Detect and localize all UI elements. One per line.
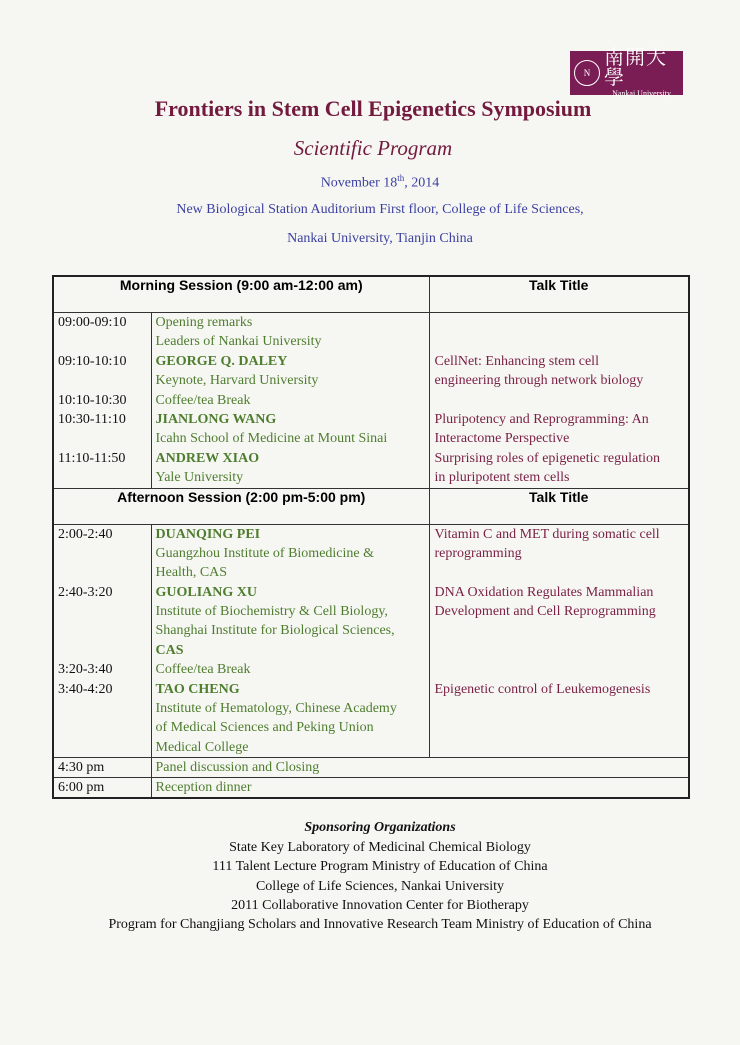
program-line: Guangzhou Institute of Biomedicine & bbox=[155, 545, 375, 561]
program-line bbox=[54, 332, 151, 351]
sponsor-org: 111 Talent Lecture Program Ministry of Education of China bbox=[212, 859, 548, 875]
date-suffix: th bbox=[397, 173, 405, 183]
program-line: DNA Oxidation Regulates Mammalian bbox=[434, 584, 654, 600]
afternoon-session-header: Afternoon Session (2:00 pm-5:00 pm) bbox=[53, 488, 429, 524]
program-line: Health, CAS bbox=[155, 565, 228, 581]
afternoon-times-cell bbox=[53, 524, 151, 758]
closing-row bbox=[53, 758, 689, 778]
program-line: Medical College bbox=[155, 739, 249, 755]
program-line bbox=[430, 313, 689, 332]
program-line bbox=[54, 602, 151, 621]
program-line: Coffee/tea Break bbox=[155, 662, 251, 678]
program-line bbox=[54, 563, 151, 582]
program-line: Interactome Perspective bbox=[434, 431, 570, 447]
program-subtitle: Scientific Program bbox=[293, 136, 453, 160]
reception-time: 6:00 pm bbox=[53, 778, 151, 799]
afternoon-talk-title-header: Talk Title bbox=[429, 488, 689, 524]
reception-event: Reception dinner bbox=[151, 778, 689, 799]
program-line: 2:40-3:20 bbox=[58, 584, 113, 600]
program-line bbox=[54, 738, 151, 757]
program-line: DUANQING PEI bbox=[155, 526, 261, 542]
program-line bbox=[54, 371, 151, 390]
morning-header-row bbox=[53, 276, 689, 313]
program-line: GEORGE Q. DALEY bbox=[155, 353, 288, 369]
sponsor-org: State Key Laboratory of Medicinal Chemical Biology bbox=[229, 840, 531, 855]
program-line bbox=[54, 621, 151, 640]
program-line bbox=[430, 391, 689, 410]
morning-talks bbox=[430, 313, 689, 488]
program-line: of Medical Sciences and Peking Union bbox=[155, 720, 374, 736]
program-line: engineering through network biology bbox=[434, 373, 644, 389]
morning-talk-title-header: Talk Title bbox=[429, 276, 689, 313]
program-line: in pluripotent stem cells bbox=[434, 470, 570, 486]
program-line: Pluripotency and Reprogramming: An bbox=[434, 411, 649, 427]
afternoon-speakers bbox=[152, 525, 429, 758]
program-line: 09:00-09:10 bbox=[58, 315, 127, 330]
morning-session-body bbox=[53, 313, 689, 489]
morning-times-cell bbox=[53, 313, 151, 489]
afternoon-speakers-cell bbox=[151, 524, 429, 758]
program-line bbox=[430, 641, 689, 660]
program-line bbox=[54, 641, 151, 660]
program-line bbox=[430, 621, 689, 640]
date-main: November 18 bbox=[320, 175, 398, 191]
venue-line-1: New Biological Station Auditorium First floor, College of Life Sciences, bbox=[176, 202, 584, 217]
program-line: 3:20-3:40 bbox=[58, 662, 113, 678]
program-line: ANDREW XIAO bbox=[155, 450, 260, 466]
sponsor-org: 2011 Collaborative Innovation Center for Biotherapy bbox=[231, 897, 529, 913]
program-line: 09:10-10:10 bbox=[58, 353, 127, 369]
program-line: Institute of Biochemistry & Cell Biology, bbox=[155, 604, 388, 620]
afternoon-times bbox=[54, 525, 151, 758]
closing-event: Panel discussion and Closing bbox=[151, 758, 689, 778]
program-table bbox=[52, 275, 690, 799]
program-line: Icahn School of Medicine at Mount Sinai bbox=[155, 431, 388, 447]
program-line: Shanghai Institute for Biological Sciences, bbox=[155, 623, 395, 639]
closing-time: 4:30 pm bbox=[53, 758, 151, 778]
program-line: TAO CHENG bbox=[155, 681, 240, 697]
sponsoring-organizations bbox=[0, 818, 740, 934]
logo-chinese-name: 南開大學 bbox=[604, 47, 667, 89]
program-line: 3:40-4:20 bbox=[58, 681, 113, 697]
program-line: Coffee/tea Break bbox=[155, 392, 251, 408]
afternoon-session-body bbox=[53, 524, 689, 758]
symposium-title: Frontiers in Stem Cell Epigenetics Symposium bbox=[154, 96, 592, 121]
program-line: JIANLONG WANG bbox=[155, 411, 277, 427]
afternoon-header-row bbox=[53, 488, 689, 524]
morning-speakers bbox=[152, 313, 429, 488]
program-line: 10:10-10:30 bbox=[58, 392, 127, 408]
program-line: GUOLIANG XU bbox=[155, 584, 258, 600]
program-line bbox=[430, 332, 689, 351]
program-line bbox=[430, 660, 689, 679]
morning-times bbox=[54, 313, 151, 488]
venue-line-2: Nankai University, Tianjin China bbox=[287, 231, 473, 246]
program-line: Institute of Hematology, Chinese Academy bbox=[155, 701, 397, 717]
program-line: Development and Cell Reprogramming bbox=[434, 604, 656, 620]
morning-speakers-cell bbox=[151, 313, 429, 489]
program-line bbox=[54, 718, 151, 737]
program-line: Leaders of Nankai University bbox=[155, 334, 322, 350]
program-line bbox=[430, 699, 689, 718]
afternoon-talks-cell bbox=[429, 524, 689, 758]
program-line bbox=[54, 468, 151, 487]
morning-talks-cell bbox=[429, 313, 689, 489]
sponsors-heading: Sponsoring Organizations bbox=[304, 820, 456, 835]
afternoon-talks bbox=[430, 525, 689, 758]
program-line: 2:00-2:40 bbox=[58, 526, 113, 542]
morning-session-header: Morning Session (9:00 am-12:00 am) bbox=[53, 276, 429, 313]
logo-english-name: Nankai University bbox=[612, 89, 671, 98]
program-line bbox=[54, 429, 151, 448]
program-line: 10:30-11:10 bbox=[58, 411, 126, 427]
nankai-university-logo bbox=[570, 47, 683, 98]
program-line: Vitamin C and MET during somatic cell bbox=[434, 526, 660, 542]
program-line: CAS bbox=[155, 642, 184, 658]
logo-text bbox=[604, 48, 679, 98]
event-date bbox=[0, 173, 740, 192]
program-line: 11:10-11:50 bbox=[58, 450, 126, 466]
university-seal-icon: N bbox=[574, 60, 600, 86]
program-line: CellNet: Enhancing stem cell bbox=[434, 353, 599, 369]
sponsor-org: Program for Changjiang Scholars and Innovative Research Team Ministry of Education of China bbox=[108, 917, 652, 933]
reception-row bbox=[53, 778, 689, 799]
date-year: , 2014 bbox=[404, 175, 440, 191]
program-line bbox=[54, 544, 151, 563]
program-line bbox=[430, 718, 689, 737]
program-line: Opening remarks bbox=[155, 315, 253, 330]
program-line: Surprising roles of epigenetic regulation bbox=[434, 450, 660, 466]
sponsor-org: College of Life Sciences, Nankai University bbox=[255, 878, 505, 894]
program-line: Epigenetic control of Leukemogenesis bbox=[434, 681, 651, 697]
program-line: reprogramming bbox=[434, 545, 522, 561]
program-line bbox=[430, 738, 689, 757]
program-line: Yale University bbox=[155, 470, 244, 486]
program-line bbox=[54, 699, 151, 718]
program-line bbox=[430, 563, 689, 582]
program-line: Keynote, Harvard University bbox=[155, 373, 319, 389]
